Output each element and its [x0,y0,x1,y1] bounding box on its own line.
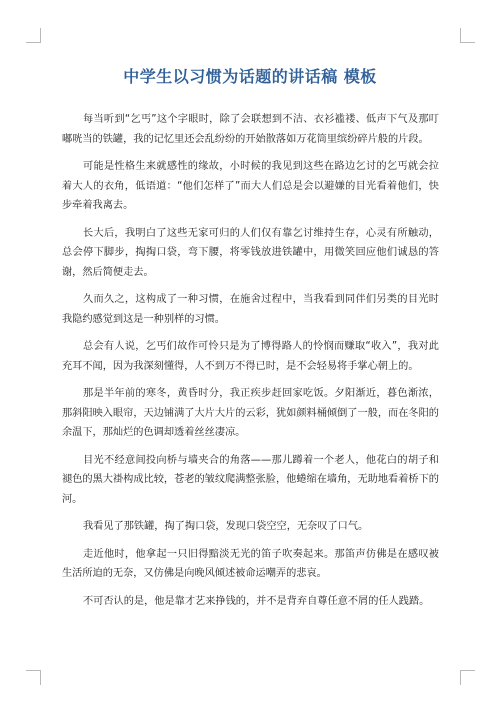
document-body [62,110,439,619]
paragraph: 总会有人说，乞丐们故作可怜只是为了博得路人的怜悯而赚取“收入”，我对此充耳不闻，因为我深刻懂得，人不到万不得已时，是不会轻易将手掌心朝上的。 [62,341,439,372]
crop-mark-bottom-left [26,670,41,685]
paragraph: 可能是性格生来就感性的缘故，小时候的我见到这些在路边乞讨的乞丐就会拉着大人的衣角，低语道：“他们怎样了”而大人们总是会以避嫌的目光看着他们，快步牵着我离去。 [62,161,439,211]
paragraph: 我看见了那铁罐，掏了掏口袋，发现口袋空空，无奈叹了口气。 [83,521,369,532]
paragraph: 久而久之，这构成了一种习惯，在施舍过程中，当我看到同伴们另类的目光时我隐约感觉到这是一种别样的习惯。 [62,294,439,325]
paragraph: 那是半年前的寒冬，黄昏时分，我正疾步赶回家吃饭。夕阳渐近，暮色渐浓，那斜阳映入眼帘，天边铺满了大片大片的云彩，犹如颜料桶倾倒了一般，而在冬阳的余温下，那灿烂的色调却透着丝丝凄凉。 [62,388,439,438]
document-title: 中学生以习惯为话题的讲话稿 模板 [123,67,377,86]
paragraph: 长大后，我明白了这些无家可归的人们仅有靠乞讨维持生存，心灵有所触动，总会停下脚步，掏掏口袋，弯下腰，将零钱放进铁罐中，用微笑回应他们诚恳的答谢，然后简便走去。 [62,227,439,278]
crop-mark-top-right [460,28,475,43]
paragraph: 走近他时，他拿起一只旧得黯淡无光的笛子吹奏起来。那笛声仿佛是在感叹被生活所迫的无奈，又仿佛是向晚风倾述被命运嘲弄的悲哀。 [62,548,439,579]
paragraph: 不可否认的是，他是靠才艺来挣钱的，并不是背弃自尊任意不屑的任人践踏。 [83,595,430,607]
paragraph: 目光不经意间投向桥与墙夹合的角落——那儿蹲着一个老人，他花白的胡子和褪色的黑大褂构成比较，苍老的皱纹爬满整张脸，他蜷缩在墙角，无助地看着桥下的河。 [62,454,439,505]
paragraph: 每当听到“乞丐”这个字眼时，除了会联想到不洁、衣衫褴褛、低声下气及那叮嘟咣当的铁罐，我的记忆里还会乱纷纷的开始散落如万花筒里缤纷碎片般的片段。 [62,114,439,145]
crop-mark-bottom-right [460,670,475,685]
crop-mark-top-left [26,28,41,43]
